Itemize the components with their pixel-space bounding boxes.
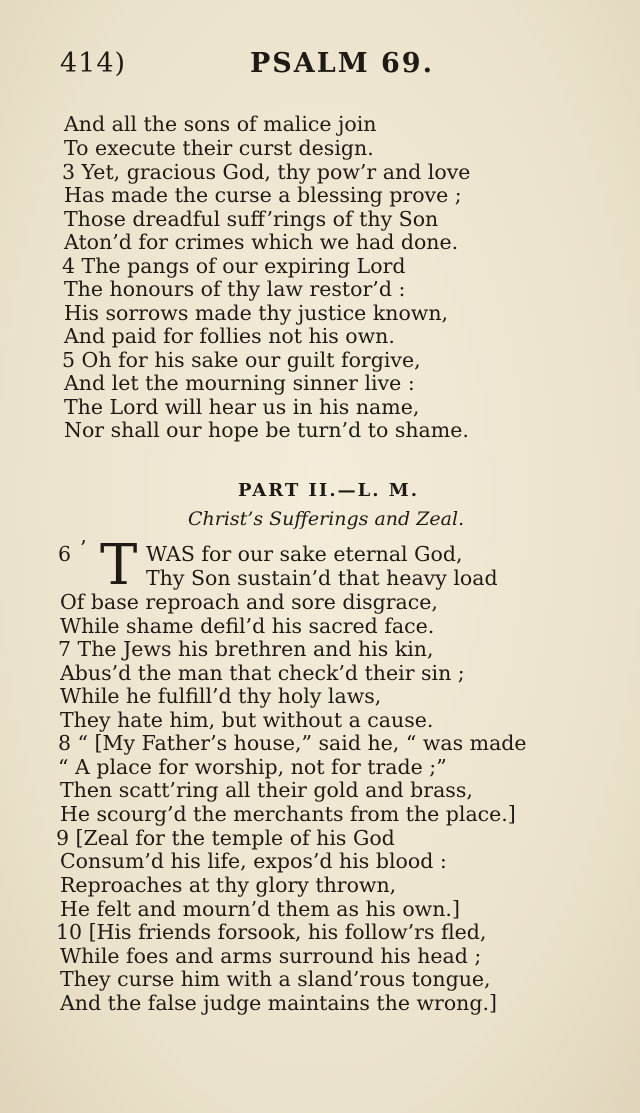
verse-line: He scourg’d the merchants from the place.] bbox=[60, 802, 516, 826]
verse-line: They curse him with a sland’rous tongue, bbox=[60, 967, 491, 991]
verse-number: 6 bbox=[58, 542, 72, 566]
verse-line: 7 The Jews his brethren and his kin, bbox=[58, 637, 434, 661]
verse-line: 9 [Zeal for the temple of his God bbox=[56, 826, 395, 850]
verse-line: While he fulfill’d thy holy laws, bbox=[60, 684, 382, 708]
verse-line: And paid for follies not his own. bbox=[64, 324, 395, 348]
verse-line: “ A place for worship, not for trade ;” bbox=[58, 755, 447, 779]
verse-line: Aton’d for crimes which we had done. bbox=[64, 230, 459, 254]
verse-line: And let the mourning sinner live : bbox=[64, 371, 415, 395]
page-number: 414) bbox=[60, 48, 127, 79]
verse-line: And all the sons of malice join bbox=[64, 112, 377, 136]
verse-line: The Lord will hear us in his name, bbox=[64, 395, 420, 419]
verse-line: Reproaches at thy glory thrown, bbox=[60, 873, 397, 897]
drop-cap: T bbox=[100, 533, 138, 598]
verse-line: 5 Oh for his sake our guilt forgive, bbox=[62, 348, 421, 372]
verse-line: Consum’d his life, expos’d his blood : bbox=[60, 849, 447, 873]
verse-line: Has made the curse a blessing prove ; bbox=[64, 183, 462, 207]
opening-quote: ’ bbox=[80, 536, 87, 560]
verse-line: WAS for our sake eternal God, bbox=[146, 542, 463, 566]
verse-line: 10 [His friends forsook, his follow’rs fled, bbox=[56, 920, 487, 944]
verse-line: He felt and mourn’d them as his own.] bbox=[60, 897, 460, 921]
verse-line: 3 Yet, gracious God, thy pow’r and love bbox=[62, 160, 471, 184]
verse-line: To execute their curst design. bbox=[64, 136, 374, 160]
verse-line: Of base reproach and sore disgrace, bbox=[60, 590, 438, 614]
verse-line: 8 “ [My Father’s house,” said he, “ was made bbox=[58, 731, 527, 755]
part-heading: PART II.—L. M. bbox=[238, 480, 419, 501]
part-subtitle: Christ’s Sufferings and Zeal. bbox=[188, 508, 465, 530]
page-header bbox=[60, 48, 440, 88]
verse-line: Then scatt’ring all their gold and brass, bbox=[60, 778, 473, 802]
verse-line: Thy Son sustain’d that heavy load bbox=[146, 566, 498, 590]
verse-line: His sorrows made thy justice known, bbox=[64, 301, 449, 325]
verse-line: Nor shall our hope be turn’d to shame. bbox=[64, 418, 469, 442]
verse-line: Those dreadful suff’rings of thy Son bbox=[64, 207, 439, 231]
verse-line: And the false judge maintains the wrong.] bbox=[60, 991, 498, 1015]
verse-line: While shame defil’d his sacred face. bbox=[60, 614, 435, 638]
running-head: PSALM 69. bbox=[250, 48, 434, 79]
verse-line: 4 The pangs of our expiring Lord bbox=[62, 254, 406, 278]
verse-line: The honours of thy law restor’d : bbox=[64, 277, 406, 301]
verse-line: They hate him, but without a cause. bbox=[60, 708, 434, 732]
verse-line: While foes and arms surround his head ; bbox=[60, 944, 482, 968]
verse-line: Abus’d the man that check’d their sin ; bbox=[60, 661, 465, 685]
